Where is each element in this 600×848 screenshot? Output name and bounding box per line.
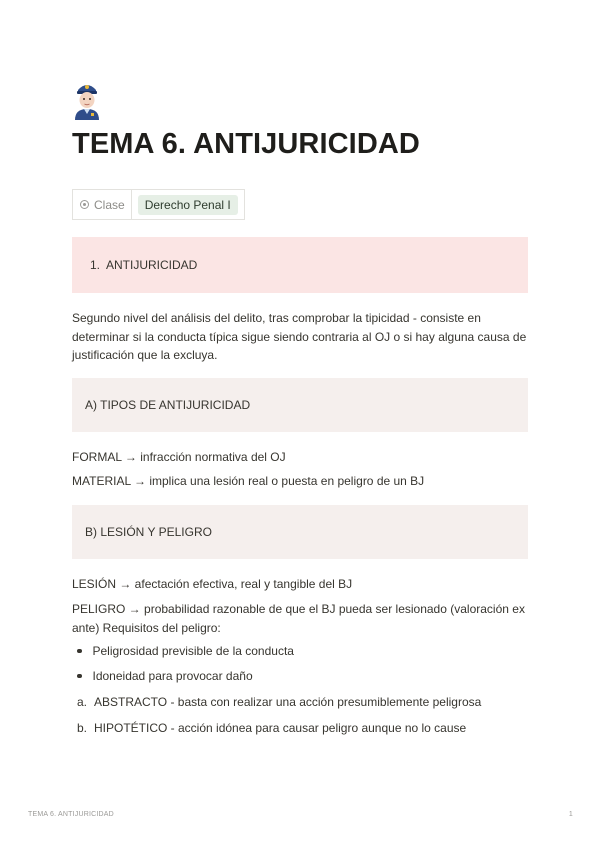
list-marker: a. [77,695,88,709]
section-heading: A) TIPOS DE ANTIJURICIDAD [85,398,251,412]
property-name: Clase [94,197,125,212]
property-name-cell [73,190,132,219]
formal-line: FORMAL → infracción normativa del OJ [72,450,286,464]
section-callout-tipos [72,378,528,432]
section-number: 1. [90,258,101,272]
list-item-text: ABSTRACTO - basta con realizar una acción presumiblemente peligrosa [94,695,482,709]
material-line: MATERIAL → implica una lesión real o puesta en peligro de un BJ [72,474,425,488]
clase-tag[interactable]: Derecho Penal I [138,195,238,215]
section-callout-lesion-peligro [72,505,528,559]
list-marker: b. [77,721,88,735]
section-callout-antijuricidad [72,237,528,293]
section-heading: ANTIJURICIDAD [106,258,198,272]
page-number: 1 [568,811,573,818]
lesion-line: LESIÓN → afectación efectiva, real y tangible del BJ [72,577,353,591]
bullet-icon [77,649,82,654]
ordered-list-item [77,721,466,735]
police-officer-icon [72,78,102,120]
select-property-icon [80,200,89,209]
bullet-icon [77,674,82,679]
list-item [77,644,294,658]
list-item-text: Idoneidad para provocar daño [92,669,253,683]
property-value-cell[interactable] [132,195,244,215]
footer-title: TEMA 6. ANTIJURICIDAD [28,811,114,818]
list-item-text: HIPOTÉTICO - acción idónea para causar peligro aunque no lo cause [94,721,467,735]
list-item [77,669,253,683]
section-heading: B) LESIÓN Y PELIGRO [85,525,212,539]
page-title: TEMA 6. ANTIJURICIDAD [72,128,420,160]
intro-paragraph: Segundo nivel del análisis del delito, tras comprobar la tipicidad - consiste en determinar si la conducta típica sigue siendo contraria al OJ o si hay alguna causa de justificación que la excluya. [72,311,527,362]
ordered-list-item [77,695,481,709]
property-row [72,189,245,220]
list-item-text: Peligrosidad previsible de la conducta [92,644,294,658]
peligro-paragraph: PELIGRO → probabilidad razonable de que el BJ pueda ser lesionado (valoración ex ante) Requisitos del peligro: [72,602,525,635]
